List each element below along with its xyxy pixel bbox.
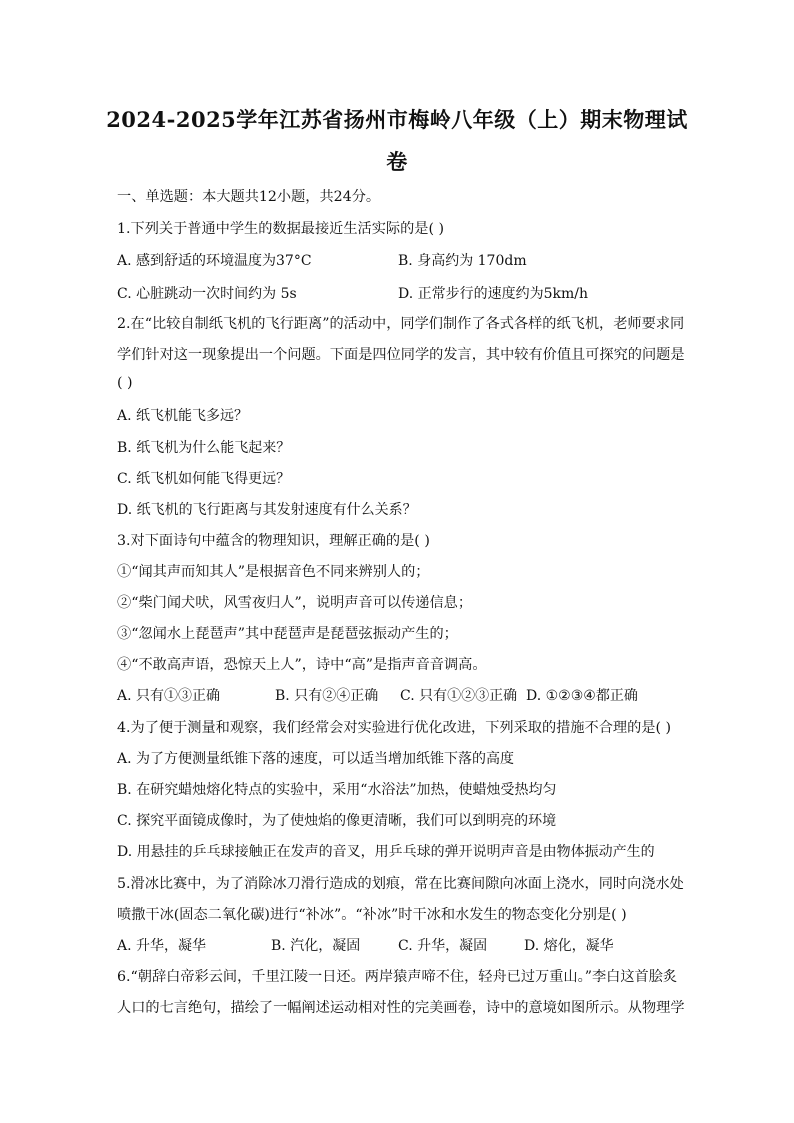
question-2-option-d: D. 纸飞机的飞行距离与其发射速度有什么关系？ xyxy=(117,502,417,518)
question-4-option-a: A. 为了方便测量纸锥下落的速度，可以适当增加纸锥下落的高度 xyxy=(117,751,515,767)
question-3-option-d: D. ①②③④都正确 xyxy=(526,688,638,704)
question-1-option-d: D. 正常步行的速度约为5km/h xyxy=(398,286,589,302)
question-2-stem-line3: ( ) xyxy=(117,375,133,391)
question-2-option-c: C. 纸飞机如何能飞得更远？ xyxy=(117,471,291,487)
question-3-stem: 3.对下面诗句中蕴含的物理知识，理解正确的是( ) xyxy=(117,533,430,549)
question-5-option-c: C. 升华，凝固 xyxy=(398,938,488,954)
question-4-option-d: D. 用悬挂的乒乓球接触正在发声的音叉，用乒乓球的弹开说明声音是由物体振动产生的 xyxy=(117,844,655,860)
question-3-option-a: A. 只有①③正确 xyxy=(117,688,221,704)
section-heading: 一、单选题：本大题共12小题，共24分。 xyxy=(117,189,381,205)
question-1-option-c: C. 心脏跳动一次时间约为 5s xyxy=(117,286,297,302)
question-3-option-c: C. 只有①②③正确 xyxy=(400,688,518,704)
question-3-option-b: B. 只有②④正确 xyxy=(275,688,379,704)
exam-title-line1: 2024-2025学年江苏省扬州市梅岭八年级（上）期末物理试 xyxy=(106,107,688,132)
exam-title-line2: 卷 xyxy=(386,149,408,174)
question-4-stem: 4.为了便于测量和观察，我们经常会对实验进行优化改进，下列采取的措施不合理的是( ) xyxy=(117,720,672,736)
question-5-stem-line2: 喷撒干冰(固态二氧化碳)进行“补冰”。“补冰”时干冰和水发生的物态变化分别是( ) xyxy=(117,907,627,923)
question-5-stem-line1: 5.滑冰比赛中，为了消除冰刀滑行造成的划痕，常在比赛间隙向冰面上浇水，同时向浇水处 xyxy=(117,876,684,892)
question-1-stem: 1.下列关于普通中学生的数据最接近生活实际的是( ) xyxy=(117,221,445,237)
question-6-stem-line1: 6.“朝辞白帝彩云间，千里江陵一日还。两岸猿声啼不住，轻舟已过万重山。”李白这首脍炙 xyxy=(117,969,678,985)
question-3-statement-3: ③“忽闻水上琵琶声”其中琵琶声是琵琶弦振动产生的； xyxy=(117,626,458,642)
question-3-statement-4: ④“不敢高声语，恐惊天上人”，诗中“高”是指声音音调高。 xyxy=(117,657,487,673)
question-1-option-b: B. 身高约为 170dm xyxy=(398,253,527,269)
question-5-option-b: B. 汽化，凝固 xyxy=(271,938,361,954)
question-4-option-b: B. 在研究蜡烛熔化特点的实验中，采用“水浴法”加热，使蜡烛受热均匀 xyxy=(117,782,557,798)
question-4-option-c: C. 探究平面镜成像时，为了使烛焰的像更清晰，我们可以到明亮的环境 xyxy=(117,813,557,829)
question-2-option-a: A. 纸飞机能飞多远？ xyxy=(117,408,249,424)
question-2-option-b: B. 纸飞机为什么能飞起来？ xyxy=(117,440,291,456)
question-2-stem-line2: 学们针对这一现象提出一个问题。下面是四位同学的发言，其中较有价值且可探究的问题是 xyxy=(117,347,685,363)
question-3-statement-2: ②“柴门闻犬吠，风雪夜归人”，说明声音可以传递信息； xyxy=(117,595,473,611)
question-5-option-a: A. 升华，凝华 xyxy=(117,938,207,954)
question-6-stem-line2: 人口的七言绝句，描绘了一幅阐述运动相对性的完美画卷，诗中的意境如图所示。从物理学 xyxy=(117,1000,685,1016)
question-3-statement-1: ①“闻其声而知其人”是根据音色不同来辨别人的； xyxy=(117,564,430,580)
question-5-option-d: D. 熔化，凝华 xyxy=(524,938,614,954)
question-1-option-a: A. 感到舒适的环境温度为37°C xyxy=(117,253,312,269)
question-2-stem-line1: 2.在“比较自制纸飞机的飞行距离”的活动中，同学们制作了各式各样的纸飞机，老师要求同 xyxy=(117,316,685,332)
